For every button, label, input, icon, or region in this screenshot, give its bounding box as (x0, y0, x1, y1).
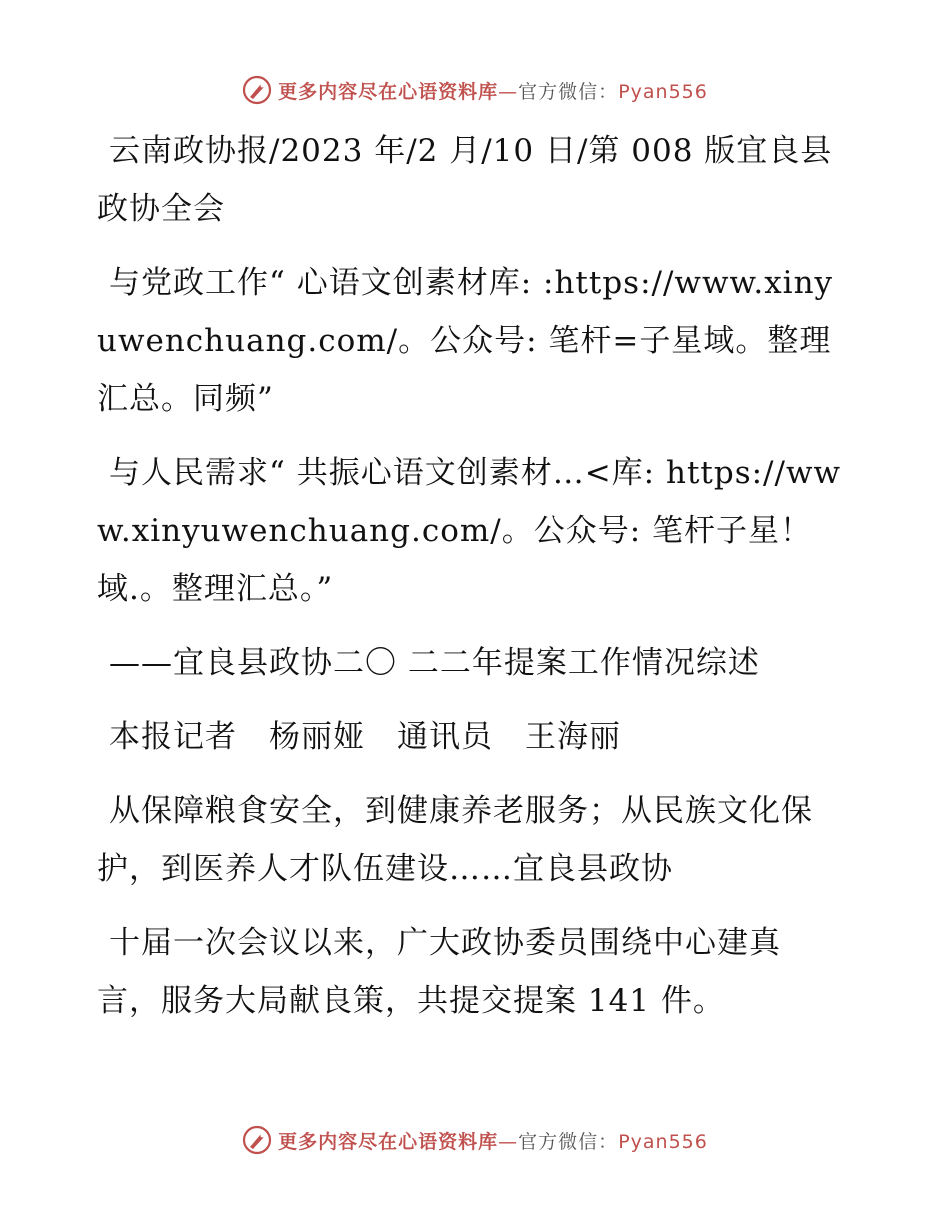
watermark-text (278, 77, 708, 104)
watermark-wechat-id: Pyan556 (618, 80, 708, 103)
article-body (97, 122, 842, 1046)
watermark-sub-text: 官方微信： (518, 80, 619, 103)
watermark-main-text: 更多内容尽在心语资料库 (278, 80, 499, 103)
watermark-sub-text: 官方微信： (518, 1130, 619, 1153)
watermark-wechat-id: Pyan556 (618, 1130, 708, 1153)
footer-watermark-banner (0, 1120, 950, 1160)
article-paragraph: 从保障粮食安全，到健康养老服务；从民族文化保护，到医养人才队伍建设……宜良县政协 (97, 793, 813, 887)
article-subtitle: ——宜良县政协二〇 二二年提案工作情况综述 (109, 645, 760, 681)
watermark-main-text: 更多内容尽在心语资料库 (278, 1130, 499, 1153)
header-watermark-banner (0, 70, 950, 110)
watermark-separator: — (498, 1130, 519, 1153)
article-byline: 本报记者 杨丽娅 通讯员 王海丽 (109, 719, 621, 755)
article-paragraph: 与人民需求“ 共振心语文创素材…<库: https://www.xinyuwenchuang.com/。公众号: 笔杆子星！域.。整理汇总。” (97, 455, 842, 607)
article-paragraph: 与党政工作“ 心语文创素材库: :https://www.xinyuwenchuang.com/。公众号: 笔杆=子星域。整理汇总。同频” (97, 265, 834, 417)
article-paragraph: 云南政协报/2023 年/2 月/10 日/第 008 版宜良县政协全会 (97, 133, 833, 227)
watermark-separator: — (498, 80, 519, 103)
article-paragraph: 十届一次会议以来，广大政协委员围绕中心建真言，服务大局献良策，共提交提案 141 件。 (97, 925, 781, 1019)
pen-nib-logo-icon (242, 75, 272, 105)
pen-nib-logo-icon (242, 1125, 272, 1155)
watermark-text (278, 1127, 708, 1154)
